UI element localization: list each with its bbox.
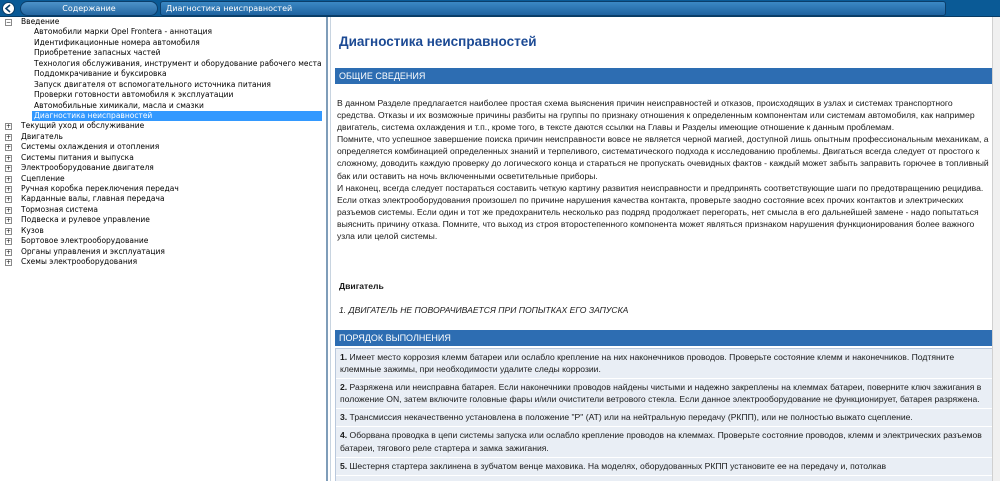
step-text: Имеет место коррозия клемм батареи или ослабло крепление на них наконечников проводов. Проверьте состояние клемм и наконечников. Подтяните клеммные зажимы, при необходимости удалите следы коррозии.: [340, 352, 955, 375]
section-header-general: ОБЩИЕ СВЕДЕНИЯ: [335, 68, 1000, 84]
paragraph: Помните, что успешное завершение поиска причин неисправности вовсе не является черной магией, доступной лишь опытным профессиональным механикам, а определяется комбинацией определенных знаний и терпеливого, систематического подхода к исследованию проблемы. Двигаться всегда следует от простого к сложному, доводить каждую проверку до логического конца и стараться не пропускать очевидных фактов - каждый может забыть заправить горючее в топливный бак или оставить на ночь включенными осветительные приборы.: [337, 134, 989, 181]
tree-item-label: Органы управления и эксплуатация: [21, 246, 165, 256]
tree-item[interactable]: [0, 101, 326, 111]
section-header-procedure: ПОРЯДОК ВЫПОЛНЕНИЯ: [335, 330, 1000, 346]
expand-icon[interactable]: +: [6, 248, 12, 256]
expand-icon[interactable]: +: [6, 238, 12, 246]
tree-item[interactable]: [0, 174, 326, 184]
problem-title: 1. ДВИГАТЕЛЬ НЕ ПОВОРАЧИВАЕТСЯ ПРИ ПОПЫТКАХ ЕГО ЗАПУСКА: [339, 305, 629, 315]
step-text: Оборвана проводка в цепи системы запуска или ослабло крепление проводов на клеммах. Проверьте состояние проводов, клемм и электрических разъемов батареи, тягового реле стартера и замка зажигания.: [340, 430, 982, 453]
procedure-steps: [335, 348, 1000, 481]
tree-item[interactable]: [0, 121, 326, 131]
paragraph: И наконец, всегда следует постараться составить четкую картину развития неисправности и предпринять соответствующие шаги по предотвращению рецидива. Если отказ электрооборудования произошел по причине нарушения качества контакта, проверьте заодно состояние всех прочих контактов и электрических разъемов системы. Если один и тот же предохранитель несколько раз подряд продолжает перегорать, нет смысла в его дальнейшей замене - надо попытаться выяснить причину отказа. Помните, что выход из строя второстепенного компонента может являться признаком нарушения функционирования более важного узла или целой системы.: [337, 182, 984, 242]
tree-item-label: Кузов: [21, 225, 44, 235]
tree-item-label: Ручная коробка переключения передач: [21, 184, 179, 193]
tree-item-label: Введение: [21, 17, 60, 26]
tree-item[interactable]: [0, 247, 326, 257]
tree-item-label: Электрооборудование двигателя: [21, 163, 154, 173]
tree-item[interactable]: [0, 163, 326, 173]
expand-icon[interactable]: +: [6, 165, 12, 173]
procedure-step: [336, 379, 1000, 409]
expand-icon[interactable]: +: [6, 175, 12, 183]
step-number: 3.: [340, 412, 348, 423]
back-button[interactable]: [2, 2, 15, 15]
top-toolbar: [0, 0, 1000, 17]
tree-item-label: Тормозная система: [21, 204, 98, 214]
procedure-step: [336, 427, 1000, 457]
procedure-step: [336, 458, 1000, 476]
vertical-scrollbar[interactable]: [992, 17, 1000, 481]
paragraph: В данном Разделе предлагается наиболее простая схема выяснения причин неисправностей и отказов, происходящих в узлах и системах транспортного средства. Отказы и их возможные причины разбиты на группы по признаку отношения к определенным компонентам или системам автомобиля, как например двигатель, система охлаждения и т.п., кроме того, в тексте даются ссылки на Главы и Разделы имеющие отношение к данным проблемам.: [337, 98, 975, 133]
tree-item-label: Сцепление: [21, 173, 65, 183]
tree-item-label: Диагностика неисправностей: [32, 111, 322, 121]
expand-icon[interactable]: +: [6, 123, 12, 131]
tree-item-label: Двигатель: [21, 131, 63, 141]
tree-item-label: Идентификационные номера автомобиля: [34, 37, 200, 47]
tree-item[interactable]: [0, 226, 326, 236]
subheading-engine: Двигатель: [339, 281, 384, 291]
intro-text: [337, 97, 993, 242]
collapse-icon[interactable]: −: [6, 19, 12, 26]
procedure-step: [336, 409, 1000, 427]
tree-item[interactable]: [0, 257, 326, 267]
tree-item-label: Системы охлаждения и отопления: [21, 142, 160, 152]
document-view: [330, 17, 1000, 481]
step-number: 4.: [340, 430, 348, 441]
tree-item[interactable]: [0, 69, 326, 79]
tree-item-label: Текущий уход и обслуживание: [21, 121, 145, 131]
step-text: Трансмиссия некачественно установлена в положение "P" (AT) или на нейтральную передачу (РКПП), или не полностью выжато сцепление.: [347, 412, 913, 423]
contents-tab[interactable]: Содержание: [20, 1, 158, 16]
tree-item-label: Технология обслуживания, инструмент и оборудование рабочего места: [34, 58, 322, 68]
contents-tree[interactable]: [0, 17, 328, 481]
tree-item-label: Бортовое электрооборудование: [21, 236, 149, 246]
tree-item[interactable]: [0, 48, 326, 58]
step-number: 2.: [340, 382, 348, 393]
step-text: Шестерня стартера заклинена в зубчатом венце маховика. На моделях, оборудованных РКПП установите ее на передачу и, потолкав: [347, 460, 887, 471]
tree-item[interactable]: [0, 38, 326, 48]
step-number: 5.: [340, 460, 348, 471]
tree-item-label: Автомобильные химикали, масла и смазки: [34, 100, 204, 110]
tree-item[interactable]: [0, 80, 326, 90]
tree-item-label: Поддомкрачивание и буксировка: [34, 69, 167, 79]
arrow-left-icon: [4, 4, 13, 13]
tree-item[interactable]: [0, 184, 326, 194]
tree-item-label: Подвеска и рулевое управление: [21, 215, 150, 225]
tree-item[interactable]: [0, 153, 326, 163]
document-title-field: Диагностика неисправностей: [160, 1, 946, 16]
tree-item-label: Карданные валы, главная передача: [21, 194, 165, 204]
tree-item[interactable]: [0, 132, 326, 142]
tree-item-label: Проверки готовности автомобиля к эксплуатации: [34, 90, 234, 100]
step-text: Разряжена или неисправна батарея. Если наконечники проводов найдены чистыми и надежно закреплены на клеммах батареи, поверните ключ зажигания в положение ON, затем включите головные фары и/или очистители ветрового стекла. Если данное электрооборудование не функционирует, батарея разряжена.: [340, 382, 982, 405]
expand-icon[interactable]: +: [6, 259, 12, 267]
expand-icon[interactable]: +: [6, 217, 12, 225]
procedure-step: [336, 349, 1000, 379]
tree-item[interactable]: [0, 205, 326, 215]
page-title: Диагностика неисправностей: [339, 34, 537, 49]
expand-icon[interactable]: +: [6, 186, 12, 193]
expand-icon[interactable]: +: [6, 227, 12, 235]
tree-item[interactable]: [0, 111, 326, 121]
tree-item[interactable]: [0, 194, 326, 204]
step-number: 1.: [340, 352, 348, 362]
tree-item[interactable]: [0, 236, 326, 246]
tree-item[interactable]: [0, 27, 326, 37]
expand-icon[interactable]: +: [6, 154, 12, 162]
expand-icon[interactable]: +: [6, 196, 12, 204]
expand-icon[interactable]: +: [6, 206, 12, 214]
tree-item[interactable]: [0, 17, 326, 27]
expand-icon[interactable]: +: [6, 133, 12, 141]
tree-item[interactable]: [0, 59, 326, 69]
tree-item-label: Схемы электрооборудования: [21, 257, 138, 267]
tree-item-label: Системы питания и выпуска: [21, 152, 134, 162]
tree-item-label: Автомобили марки Opel Frontera - аннотация: [34, 27, 213, 37]
tree-item[interactable]: [0, 142, 326, 152]
expand-icon[interactable]: +: [6, 144, 12, 152]
tree-item-label: Запуск двигателя от вспомогательного источника питания: [34, 79, 271, 89]
tree-item[interactable]: [0, 215, 326, 225]
tree-item[interactable]: [0, 90, 326, 100]
tree-item-label: Приобретение запасных частей: [34, 48, 161, 58]
